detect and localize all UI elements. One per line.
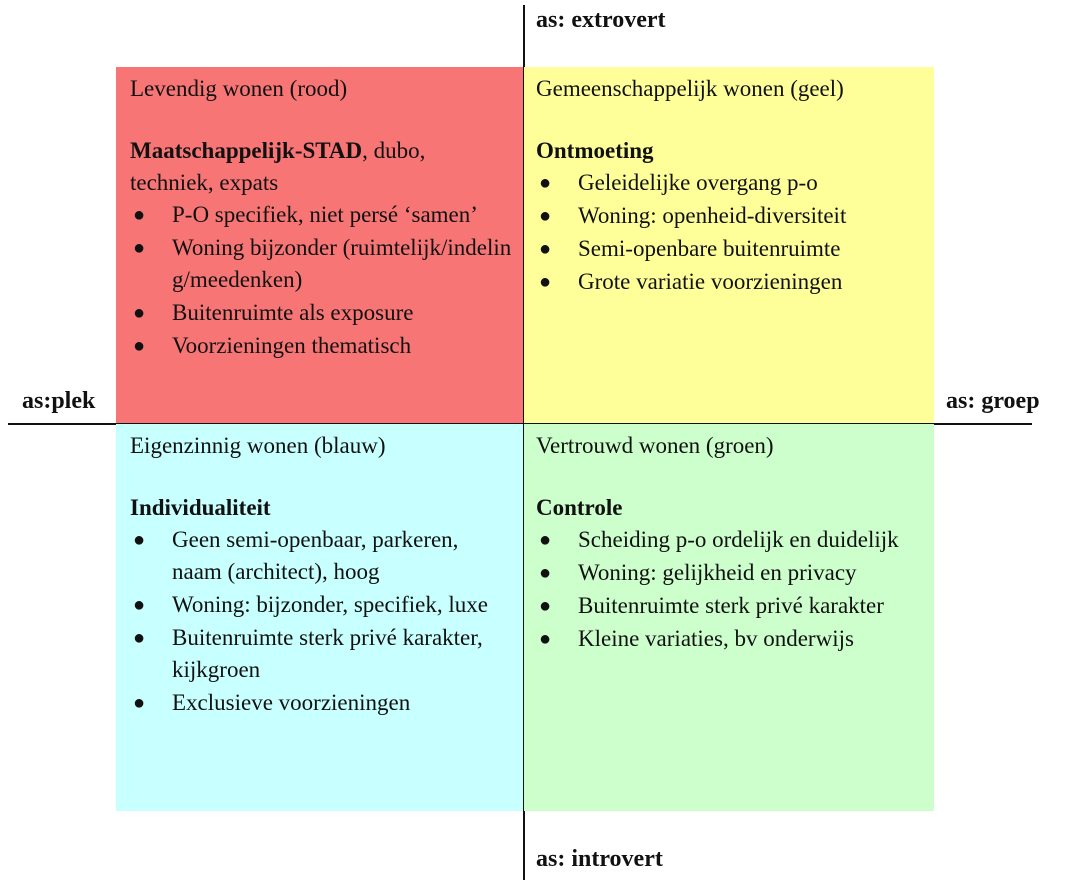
bullet-icon: ● <box>133 529 146 551</box>
list-item-text: Geen semi-openbaar, parkeren, naam (architect), hoog <box>172 527 459 584</box>
quadrant-intro <box>130 135 513 199</box>
list-item-text: Woning bijzonder (ruimtelijk/indeling/meedenken) <box>172 235 512 292</box>
quadrant-groen <box>524 424 934 811</box>
axis-label-bottom: as: introvert <box>536 846 663 872</box>
list-item-text: Woning: bijzonder, specifiek, luxe <box>172 592 488 617</box>
quadrant-keyword: Maatschappelijk-STAD <box>130 138 363 163</box>
list-item <box>130 687 513 719</box>
bullet-icon: ● <box>539 562 552 584</box>
axis-label-left: as:plek <box>22 388 96 414</box>
list-item <box>536 524 924 556</box>
list-item-text: Scheiding p-o ordelijk en duidelijk <box>578 527 899 552</box>
bullet-icon: ● <box>539 529 552 551</box>
quadrant-geel <box>524 67 934 423</box>
list-item <box>130 297 513 329</box>
list-item <box>536 200 924 232</box>
bullet-icon: ● <box>133 692 146 714</box>
bullet-icon: ● <box>133 237 146 259</box>
list-item <box>130 199 513 231</box>
bullet-icon: ● <box>133 335 146 357</box>
quadrant-bullet-list <box>130 199 513 362</box>
bullet-icon: ● <box>133 302 146 324</box>
quadrant-intro <box>536 135 924 167</box>
bullet-icon: ● <box>133 204 146 226</box>
quadrant-title: Vertrouwd wonen (groen) <box>536 433 774 458</box>
quadrant-intro <box>536 492 924 524</box>
list-item-text: Semi-openbare buitenruimte <box>578 236 841 261</box>
list-item <box>536 590 924 622</box>
list-item-text: P-O specifiek, niet persé ‘samen’ <box>172 202 478 227</box>
list-item-text: Voorzieningen thematisch <box>172 333 412 358</box>
list-item <box>130 589 513 621</box>
list-item <box>130 622 513 686</box>
bullet-icon: ● <box>539 238 552 260</box>
list-item-text: Grote variatie voorzieningen <box>578 269 843 294</box>
quadrant-bullet-list <box>130 524 513 719</box>
list-item-text: Geleidelijke overgang p-o <box>578 170 818 195</box>
bullet-icon: ● <box>133 594 146 616</box>
list-item <box>536 623 924 655</box>
quadrant-bullet-list <box>536 524 924 655</box>
bullet-icon: ● <box>539 205 552 227</box>
list-item <box>130 330 513 362</box>
list-item-text: Kleine variaties, bv onderwijs <box>578 626 854 651</box>
quadrant-bullet-list <box>536 167 924 298</box>
list-item <box>536 557 924 589</box>
list-item-text: Exclusieve voorzieningen <box>172 690 411 715</box>
quadrant-blauw <box>116 424 523 811</box>
list-item-text: Woning: gelijkheid en privacy <box>578 560 857 585</box>
axis-label-right: as: groep <box>946 388 1040 414</box>
quadrant-keyword: Ontmoeting <box>536 138 654 163</box>
quadrant-intro-rest: , dubo, techniek, expats <box>130 138 426 195</box>
bullet-icon: ● <box>539 271 552 293</box>
axis-label-top: as: extrovert <box>536 7 666 33</box>
bullet-icon: ● <box>539 172 552 194</box>
list-item <box>536 233 924 265</box>
quadrant-title: Gemeenschappelijk wonen (geel) <box>536 76 844 101</box>
bullet-icon: ● <box>133 627 146 649</box>
list-item-text: Woning: openheid-diversiteit <box>578 203 847 228</box>
list-item <box>130 524 513 588</box>
list-item <box>536 266 924 298</box>
bullet-icon: ● <box>539 595 552 617</box>
quadrant-keyword: Individualiteit <box>130 495 271 520</box>
quadrant-rood <box>116 67 523 423</box>
list-item <box>536 167 924 199</box>
bullet-icon: ● <box>539 628 552 650</box>
quadrant-intro <box>130 492 513 524</box>
list-item-text: Buitenruimte als exposure <box>172 300 414 325</box>
list-item-text: Buitenruimte sterk privé karakter <box>578 593 884 618</box>
quadrant-title: Levendig wonen (rood) <box>130 76 348 101</box>
quadrant-title: Eigenzinnig wonen (blauw) <box>130 433 386 458</box>
list-item-text: Buitenruimte sterk privé karakter, kijkgroen <box>172 625 483 682</box>
quadrant-keyword: Controle <box>536 495 623 520</box>
list-item <box>130 232 513 296</box>
